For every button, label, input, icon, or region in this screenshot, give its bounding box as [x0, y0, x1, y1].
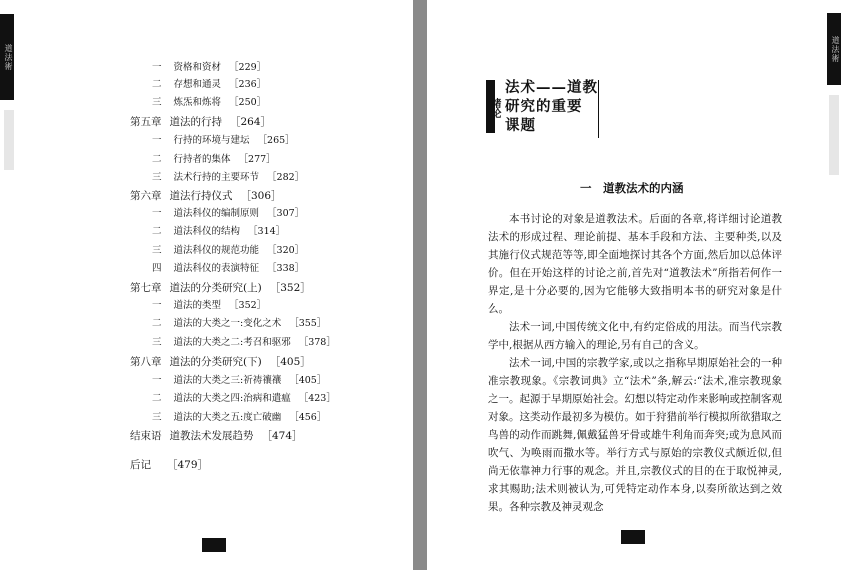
toc-entry [152, 226, 285, 238]
toc-entry-title: 道法的类型 [173, 300, 222, 311]
toc-entry-page: ［277］ [238, 154, 276, 165]
toc-entry-page: ［423］ [298, 393, 336, 404]
toc-entry-number: 结束语 [130, 430, 162, 442]
toc-entry [152, 172, 304, 184]
toc-entry [152, 337, 336, 349]
toc-entry-number: 第六章 [130, 190, 162, 202]
toc-entry [152, 300, 266, 312]
left-page-tab [0, 14, 14, 100]
toc-entry-page: ［306］ [240, 190, 282, 202]
page-number-box [202, 538, 226, 552]
toc-entry-page: ［405］ [269, 356, 311, 368]
toc-entry-page: ［314］ [248, 226, 286, 237]
toc-entry-number: 三 [152, 245, 162, 256]
chapter-title-rule [598, 80, 599, 138]
toc-entry-page: ［474］ [261, 430, 303, 442]
toc-entry-title: 道法的大类之三:祈祷禳禳 [173, 375, 282, 386]
toc-entry-title: 资格和资材 [173, 62, 222, 73]
toc-entry-number: 一 [152, 208, 162, 219]
toc-entry-title: 道法科仪的结构 [173, 226, 241, 237]
toc-entry-page: ［229］ [229, 62, 267, 73]
toc-entry-number: 三 [152, 412, 162, 423]
toc-entry-title: 道法科仪的编制原则 [173, 208, 260, 219]
toc-entry-title: 行持者的集体 [173, 154, 231, 165]
toc-entry-number: 一 [152, 62, 162, 73]
toc-entry-number: 二 [152, 226, 162, 237]
toc-entry-number: 一 [152, 300, 162, 311]
left-page [0, 0, 413, 570]
chapter-title-line: 课题 [505, 117, 536, 134]
toc-entry-title: 道法的大类之一:变化之术 [173, 318, 282, 329]
toc-entry-page: ［378］ [298, 337, 336, 348]
toc-entry-number: 一 [152, 375, 162, 386]
toc-entry [152, 135, 295, 147]
bleed-through-mark [829, 95, 839, 175]
toc-entry-page: ［355］ [289, 318, 327, 329]
toc-entry-page: ［250］ [229, 97, 267, 108]
toc-entry-number: 第七章 [130, 282, 162, 294]
right-page-tab [827, 13, 841, 85]
toc-entry [152, 97, 266, 109]
toc-entry-page: ［405］ [289, 375, 327, 386]
toc-entry-title: 道法的分类研究(下) [169, 356, 262, 368]
toc-entry [130, 282, 311, 294]
toc-entry-title: 道法的分类研究(上) [169, 282, 262, 294]
toc-entry-page: ［456］ [289, 412, 327, 423]
toc-entry-number: 二 [152, 393, 162, 404]
toc-entry [152, 412, 326, 424]
toc-entry [152, 79, 266, 91]
body-paragraph: 法术一词,中国的宗教学家,或以之指称早期原始社会的一种准宗教现象。《宗教词典》立“法术”条,解云:“法术,准宗教现象之一。起源于早期原始社会。幻想以特定动作来影响或控制客观对象。这类动作最初多为模仿。如于狩猎前举行模拟所欲猎取之鸟兽的动作而跳舞,佩戴猛兽牙骨或雄牛利角而奔突;或为息风而吹气、为唤雨而撒水等。举行方式与原始的宗教仪式颇近似,但尚无依靠神力行事的观念。并且,宗教仪式的目的在于取悦神灵,求其赐助;法术则被认为,可凭特定动作本身,以奏所欲达到之效果。各种宗教及神灵观念 [488, 357, 782, 513]
toc-entry [152, 245, 304, 257]
left-tab-text: 道法術 [4, 43, 13, 71]
toc-entry-title: 道法科仪的表演特征 [173, 263, 260, 274]
toc-entry-title: 道法的大类之五:度亡破幽 [173, 412, 282, 423]
toc-entry-number: 四 [152, 263, 162, 274]
toc-entry-title: 道法科仪的规范功能 [173, 245, 260, 256]
right-tab-text: 道法術 [831, 35, 840, 63]
toc-entry-number: 二 [152, 154, 162, 165]
toc-entry-page: ［307］ [267, 208, 305, 219]
toc-entry [152, 393, 336, 405]
toc-entry-title: 法术行持的主要环节 [173, 172, 260, 183]
toc-entry-number: 第八章 [130, 356, 162, 368]
toc-entry-number: 后记 [130, 459, 151, 471]
toc-entry-number: 三 [152, 172, 162, 183]
bleed-through-mark [4, 110, 14, 170]
toc-entry [130, 116, 271, 128]
toc-entry [130, 356, 311, 368]
section-title: 一 道教法术的内涵 [580, 181, 684, 195]
toc-entry-number: 三 [152, 337, 162, 348]
toc-entry-title: 道法的行持 [169, 116, 222, 128]
toc-entry-number: 二 [152, 79, 162, 90]
chapter-title-line: 法术——道教 [505, 79, 598, 96]
toc-entry [130, 190, 282, 202]
toc-entry-number: 一 [152, 135, 162, 146]
book-gutter [413, 0, 427, 570]
toc-entry [152, 62, 266, 74]
toc-entry-page: ［265］ [257, 135, 295, 146]
chapter-side-label: 绪论 [489, 98, 500, 118]
toc-entry-title: 道教法术发展趋势 [169, 430, 254, 442]
toc-entry-title: 道法的大类之二:考召和驱邪 [173, 337, 291, 348]
toc-entry-page: ［264］ [230, 116, 272, 128]
toc-entry-title: 存想和通灵 [173, 79, 222, 90]
chapter-title-line: 研究的重要 [505, 98, 583, 115]
page-number-box [621, 530, 645, 544]
toc-entry-page: ［338］ [267, 263, 305, 274]
body-paragraph: 本书讨论的对象是道教法术。后面的各章,将详细讨论道教法术的形成过程、理论前提、基本手段和方法、主要种类,以及其施行仪式规范等等,即全面地探讨其各个方面,然后加以总体评价。但在开始这样的讨论之前,首先对“道教法术”所指若何作一界定,是十分必要的,因为它能够大致指明本书的研究对象是什么。 [488, 213, 782, 315]
toc-entry [152, 375, 326, 387]
toc-entry-page: ［352］ [269, 282, 311, 294]
chapter-title [505, 78, 598, 135]
toc-entry-page: ［352］ [229, 300, 267, 311]
toc-entry-title: 道法行持仪式 [169, 190, 233, 202]
toc-entry-number: 三 [152, 97, 162, 108]
toc-entry [152, 154, 276, 166]
toc-entry-title: 炼炁和炼将 [173, 97, 222, 108]
toc-entry [152, 263, 304, 275]
toc-entry-number: 第五章 [130, 116, 162, 128]
toc-entry-title: 行持的环境与建坛 [173, 135, 250, 146]
toc-entry-page: ［479］ [167, 459, 209, 471]
toc-entry [130, 459, 208, 471]
toc-entry [152, 208, 304, 220]
toc-entry [130, 430, 303, 442]
toc-entry-title: 道法的大类之四:治病和遣瘟 [173, 393, 291, 404]
toc-entry-page: ［282］ [267, 172, 305, 183]
body-paragraph: 法术一词,中国传统文化中,有约定俗成的用法。而当代宗教学中,根据从西方输入的理论,另有自己的含义。 [488, 321, 782, 351]
toc-entry-number: 二 [152, 318, 162, 329]
toc-entry [152, 318, 326, 330]
toc-entry-page: ［320］ [267, 245, 305, 256]
toc-entry-page: ［236］ [229, 79, 267, 90]
